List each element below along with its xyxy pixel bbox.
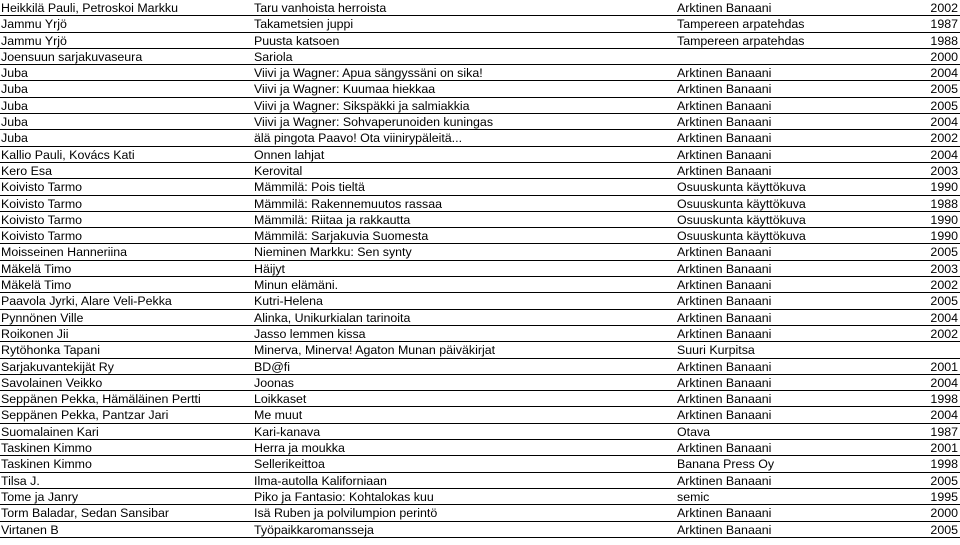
author-cell: Tome ja Janry [1, 489, 79, 504]
title-cell: Minerva, Minerva! Agaton Munan päiväkirjat [254, 343, 496, 358]
title-cell: Me muut [254, 408, 303, 423]
table-row [0, 147, 960, 163]
author-cell: Kallio Pauli, Kovács Kati [1, 147, 135, 162]
author-cell: Jammu Yrjö [1, 17, 67, 32]
title-cell: Viivi ja Wagner: Sohvaperunoiden kuningas [254, 115, 494, 130]
publisher-cell: semic [677, 489, 710, 504]
title-cell: Ilma-autolla Kaliforniaan [254, 473, 387, 488]
table-row [0, 179, 960, 195]
table-row [0, 98, 960, 114]
title-cell: Joonas [254, 375, 294, 390]
author-cell: Roikonen Jii [1, 326, 69, 341]
publisher-cell: Arktinen Banaani [677, 375, 772, 390]
table-row [0, 391, 960, 407]
publisher-cell: Arktinen Banaani [677, 506, 772, 521]
publisher-cell: Arktinen Banaani [677, 163, 772, 178]
year-cell: 2003 [930, 261, 958, 276]
year-cell: 2003 [930, 163, 958, 178]
title-cell: Loikkaset [254, 392, 307, 407]
year-cell: 2001 [930, 441, 958, 456]
year-cell: 2005 [930, 522, 958, 537]
publisher-cell: Arktinen Banaani [677, 473, 772, 488]
table-row [0, 440, 960, 456]
author-cell: Juba [1, 115, 28, 130]
author-cell: Seppänen Pekka, Pantzar Jari [1, 408, 169, 423]
year-cell: 2005 [930, 294, 958, 309]
publisher-cell: Arktinen Banaani [677, 261, 772, 276]
table-row [0, 342, 960, 358]
author-cell: Suomalainen Kari [1, 424, 99, 439]
year-cell: 2005 [930, 82, 958, 97]
author-cell: Virtanen B [1, 522, 59, 537]
publisher-cell: Suuri Kurpitsa [677, 343, 755, 358]
table-row [0, 522, 960, 538]
year-cell: 2001 [930, 359, 958, 374]
table-row [0, 473, 960, 489]
table-row [0, 375, 960, 391]
author-cell: Heikkilä Pauli, Petroskoi Markku [1, 1, 178, 15]
author-cell: Mäkelä Timo [1, 261, 72, 276]
author-cell: Moisseinen Hanneriina [1, 245, 128, 260]
title-cell: Mämmilä: Rakennemuutos rassaa [254, 196, 443, 211]
year-cell: 2000 [930, 49, 958, 64]
title-cell: Työpaikkaromansseja [254, 522, 374, 537]
author-cell: Juba [1, 98, 28, 113]
year-cell: 1987 [930, 424, 958, 439]
table-row [0, 81, 960, 97]
publisher-cell: Arktinen Banaani [677, 278, 772, 293]
title-cell: Mämmilä: Riitaa ja rakkautta [254, 212, 411, 227]
year-cell: 1990 [930, 212, 958, 227]
publisher-cell: Arktinen Banaani [677, 408, 772, 423]
table-row [0, 326, 960, 342]
title-cell: Minun elämäni. [254, 278, 339, 293]
table-row [0, 212, 960, 228]
year-cell: 2002 [930, 1, 958, 15]
year-cell: 2002 [930, 326, 958, 341]
author-cell: Kero Esa [1, 163, 52, 178]
title-cell: Kutri-Helena [254, 294, 323, 309]
author-cell: Juba [1, 82, 28, 97]
year-cell: 2004 [930, 310, 958, 325]
publisher-cell: Arktinen Banaani [677, 1, 772, 15]
author-cell: Paavola Jyrki, Alare Veli-Pekka [1, 294, 172, 309]
table-row [0, 359, 960, 375]
publisher-cell: Arktinen Banaani [677, 98, 772, 113]
author-cell: Pynnönen Ville [1, 310, 84, 325]
author-cell: Koivisto Tarmo [1, 212, 83, 227]
table-row [0, 244, 960, 260]
title-cell: Alinka, Unikurkialan tarinoita [254, 310, 411, 325]
table-row [0, 407, 960, 423]
title-cell: älä pingota Paavo! Ota viinirypäleitä... [254, 131, 463, 146]
publisher-cell: Arktinen Banaani [677, 66, 772, 81]
year-cell: 1990 [930, 180, 958, 195]
year-cell: 2004 [930, 66, 958, 81]
title-cell: Taru vanhoista herroista [254, 1, 387, 15]
year-cell: 2005 [930, 245, 958, 260]
publisher-cell: Arktinen Banaani [677, 245, 772, 260]
table-row [0, 293, 960, 309]
publisher-cell: Arktinen Banaani [677, 131, 772, 146]
year-cell: 2005 [930, 473, 958, 488]
title-cell: Viivi ja Wagner: Apua sängyssäni on sika! [254, 66, 483, 81]
title-cell: Piko ja Fantasio: Kohtalokas kuu [254, 489, 434, 504]
year-cell: 1987 [930, 17, 958, 32]
table-row [0, 310, 960, 326]
author-cell: Joensuun sarjakuvaseura [1, 49, 143, 64]
publisher-cell: Osuuskunta käyttökuva [677, 229, 806, 244]
author-cell: Torm Baladar, Sedan Sansibar [1, 506, 170, 521]
publisher-cell: Osuuskunta käyttökuva [677, 180, 806, 195]
year-cell: 1998 [930, 457, 958, 472]
title-cell: BD@fi [254, 359, 290, 374]
author-cell: Koivisto Tarmo [1, 229, 83, 244]
title-cell: Herra ja moukka [254, 441, 345, 456]
author-cell: Jammu Yrjö [1, 33, 67, 48]
table-row [0, 0, 960, 16]
publisher-cell: Osuuskunta käyttökuva [677, 196, 806, 211]
table-row [0, 261, 960, 277]
publisher-cell: Tampereen arpatehdas [677, 33, 805, 48]
year-cell: 1995 [930, 489, 958, 504]
table-row [0, 163, 960, 179]
year-cell: 1988 [930, 33, 958, 48]
year-cell: 2002 [930, 278, 958, 293]
title-cell: Puusta katsoen [254, 33, 340, 48]
publisher-cell: Arktinen Banaani [677, 392, 772, 407]
publisher-cell: Arktinen Banaani [677, 522, 772, 537]
title-cell: Takametsien juppi [254, 17, 354, 32]
author-cell: Juba [1, 131, 28, 146]
publisher-cell: Osuuskunta käyttökuva [677, 212, 806, 227]
table-row [0, 277, 960, 293]
title-cell: Sariola [254, 49, 293, 64]
publisher-cell: Arktinen Banaani [677, 359, 772, 374]
table-row [0, 424, 960, 440]
table-row [0, 33, 960, 49]
title-cell: Nieminen Markku: Sen synty [254, 245, 412, 260]
title-cell: Viivi ja Wagner: Kuumaa hiekkaa [254, 82, 436, 97]
author-cell: Taskinen Kimmo [1, 441, 92, 456]
year-cell: 2004 [930, 408, 958, 423]
publisher-cell: Arktinen Banaani [677, 441, 772, 456]
table-row [0, 130, 960, 146]
author-cell: Mäkelä Timo [1, 278, 72, 293]
publisher-cell: Tampereen arpatehdas [677, 17, 805, 32]
publisher-cell: Arktinen Banaani [677, 115, 772, 130]
title-cell: Mämmilä: Sarjakuvia Suomesta [254, 229, 429, 244]
year-cell: 2005 [930, 98, 958, 113]
author-cell: Seppänen Pekka, Hämäläinen Pertti [1, 392, 201, 407]
table-row [0, 65, 960, 81]
publisher-cell: Otava [677, 424, 711, 439]
year-cell: 2000 [930, 506, 958, 521]
year-cell: 1988 [930, 196, 958, 211]
publisher-cell: Banana Press Oy [677, 457, 775, 472]
author-cell: Koivisto Tarmo [1, 196, 83, 211]
table-row [0, 16, 960, 32]
author-cell: Sarjakuvantekijät Ry [1, 359, 114, 374]
publisher-cell: Arktinen Banaani [677, 82, 772, 97]
title-cell: Isä Ruben ja polvilumpion perintö [254, 506, 438, 521]
publisher-cell: Arktinen Banaani [677, 310, 772, 325]
year-cell: 1990 [930, 229, 958, 244]
title-cell: Häijyt [254, 261, 285, 276]
table-row [0, 49, 960, 65]
author-cell: Juba [1, 66, 28, 81]
publisher-cell: Arktinen Banaani [677, 326, 772, 341]
table-row [0, 228, 960, 244]
title-cell: Kerovital [254, 163, 303, 178]
table-row [0, 114, 960, 130]
year-cell: 2004 [930, 115, 958, 130]
author-cell: Rytöhonka Tapani [1, 343, 100, 358]
table-row [0, 196, 960, 212]
year-cell: 1998 [930, 392, 958, 407]
author-cell: Koivisto Tarmo [1, 180, 83, 195]
table-row [0, 505, 960, 521]
publisher-cell: Arktinen Banaani [677, 294, 772, 309]
title-cell: Sellerikeittoa [254, 457, 325, 472]
publisher-cell: Arktinen Banaani [677, 147, 772, 162]
title-cell: Viivi ja Wagner: Sikspäkki ja salmiakkia [254, 98, 470, 113]
year-cell: 2004 [930, 147, 958, 162]
table-row [0, 456, 960, 472]
author-cell: Tilsa J. [1, 473, 40, 488]
year-cell: 2002 [930, 131, 958, 146]
title-cell: Kari-kanava [254, 424, 321, 439]
year-cell: 2004 [930, 375, 958, 390]
title-cell: Onnen lahjat [254, 147, 325, 162]
table-row [0, 489, 960, 505]
title-cell: Jasso lemmen kissa [254, 326, 366, 341]
title-cell: Mämmilä: Pois tieltä [254, 180, 365, 195]
author-cell: Taskinen Kimmo [1, 457, 92, 472]
author-cell: Savolainen Veikko [1, 375, 103, 390]
